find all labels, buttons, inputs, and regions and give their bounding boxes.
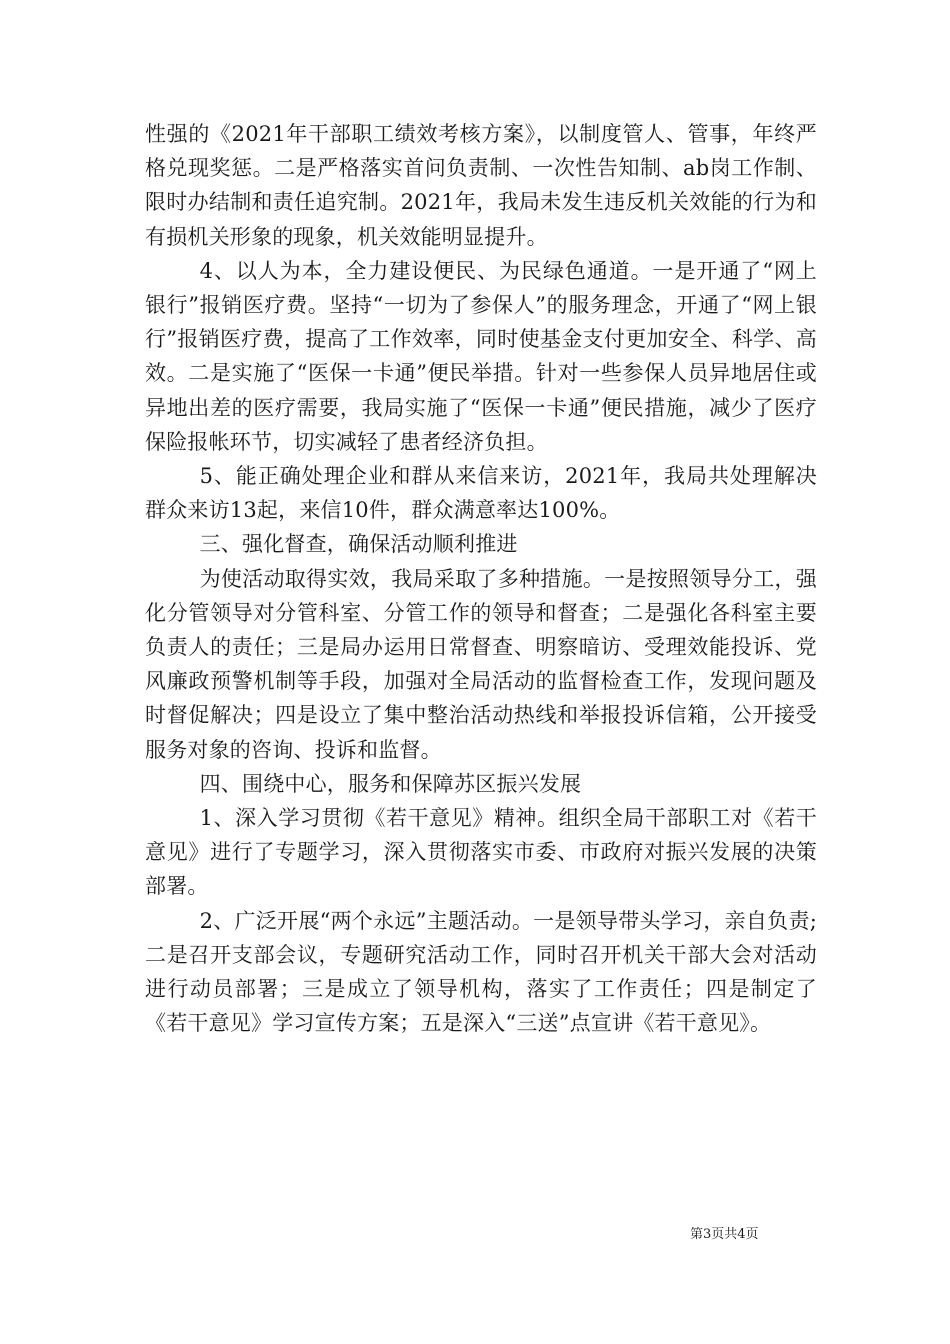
- page-number: 第3页共4页: [690, 1227, 759, 1242]
- paragraph-green-channel: 4、以人为本，全力建设便民、为民绿色通道。一是开通了“网上银行”报销医疗费。坚持“一切为了参保人”的服务理念，开通了“网上银行”报销医疗费，提高了工作效率，同时使基金支付更加安全、科学、高效。二是实施了“医保一卡通”便民举措。针对一些参保人员异地居住或异地出差的医疗需要，我局实施了“医保一卡通”便民措施，减少了医疗保险报帐环节，切实减轻了患者经济负担。: [145, 258, 817, 454]
- paragraph-theme-activity: 2、广泛开展“两个永远”主题活动。一是领导带头学习，亲自负责;二是召开支部会议，专题研究活动工作，同时召开机关干部大会对活动进行动员部署；三是成立了领导机构，落实了工作责任；四是制定了《若干意见》学习宣传方案；五是深入“三送”点宣讲《若干意见》。: [145, 908, 817, 1036]
- section-heading-supervision: 三、强化督查，确保活动顺利推进: [199, 532, 518, 557]
- paragraph-study-opinions: 1、深入学习贯彻《若干意见》精神。组织全局干部职工对《若干意见》进行了专题学习，深入贯彻落实市委、市政府对振兴发展的决策部署。: [145, 806, 817, 899]
- section-heading-revitalization: 四、围绕中心，服务和保障苏区振兴发展: [199, 771, 582, 796]
- paragraph-performance-assessment: 性强的《2021年干部职工绩效考核方案》，以制度管人、管事，年终严格兑现奖惩。二是严格落实首问负责制、一次性告知制、ab岗工作制、限时办结制和责任追究制。2021年，我局未发生违反机关效能的行为和有损机关形象的现象，机关效能明显提升。: [145, 122, 817, 249]
- paragraph-supervision-measures: 为使活动取得实效，我局采取了多种措施。一是按照领导分工，强化分管领导对分管科室、分管工作的领导和督查；二是强化各科室主要负责人的责任；三是局办运用日常督查、明察暗访、受理效能投诉、党风廉政预警机制等手段，加强对全局活动的监督检查工作，发现问题及时督促解决；四是设立了集中整治活动热线和举报投诉信箱，公开接受服务对象的咨询、投诉和监督。: [145, 566, 817, 762]
- paragraph-letters-visits: 5、能正确处理企业和群从来信来访，2021年，我局共处理解决群众来访13起，来信10件，群众满意率达100%。: [145, 464, 817, 523]
- document-body: [145, 117, 817, 1040]
